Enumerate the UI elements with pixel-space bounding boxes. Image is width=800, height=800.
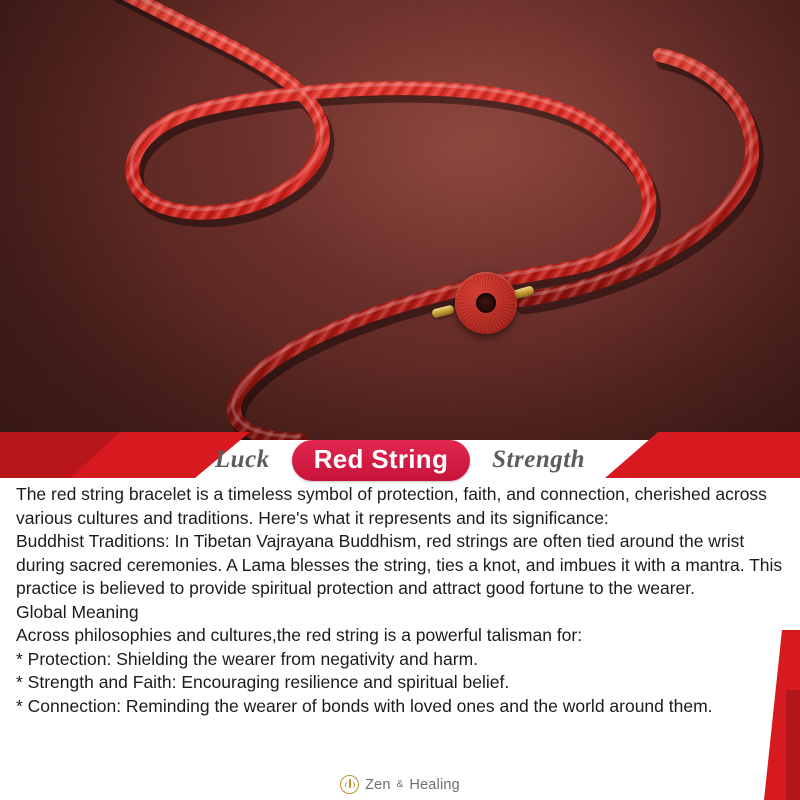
paragraph-buddhist-traditions: Buddhist Traditions: In Tibetan Vajrayana Buddhism, red strings are often tied around the wrist during sacred ceremonies. A Lama blesses the string, ties a knot, and imbues it with a mantra. This practice is believed to provide spiritual protection and attract good fortune to the wearer. [16, 531, 783, 598]
headline-pill-red-string: Red String [292, 440, 470, 481]
paragraph-global-meaning-heading: Global Meaning [16, 601, 139, 622]
brand-name-second: Healing [409, 776, 460, 793]
paragraph-talisman-lead: Across philosophies and cultures,the red string is a powerful talisman for: [16, 625, 583, 645]
brand-watermark [0, 775, 800, 794]
bullet-protection: * Protection: Shielding the wearer from negativity and harm. [16, 648, 479, 669]
headline-left-word: Luck [214, 446, 270, 473]
bullet-connection: * Connection: Reminding the wearer of bonds with loved ones and the world around them. [16, 695, 713, 716]
brand-ampersand: & [396, 779, 404, 790]
description-text [16, 483, 786, 718]
headline-row [0, 440, 800, 480]
brand-name-first: Zen [365, 776, 391, 793]
bullet-strength-and-faith: * Strength and Faith: Encouraging resilience and spiritual belief. [16, 672, 510, 692]
headline-right-word: Strength [492, 446, 586, 473]
paragraph-intro: The red string bracelet is a timeless symbol of protection, faith, and connection, cherished across various cultures and traditions. Here's what it represents and its significance: [16, 484, 767, 528]
zen-circle-icon [340, 775, 359, 794]
